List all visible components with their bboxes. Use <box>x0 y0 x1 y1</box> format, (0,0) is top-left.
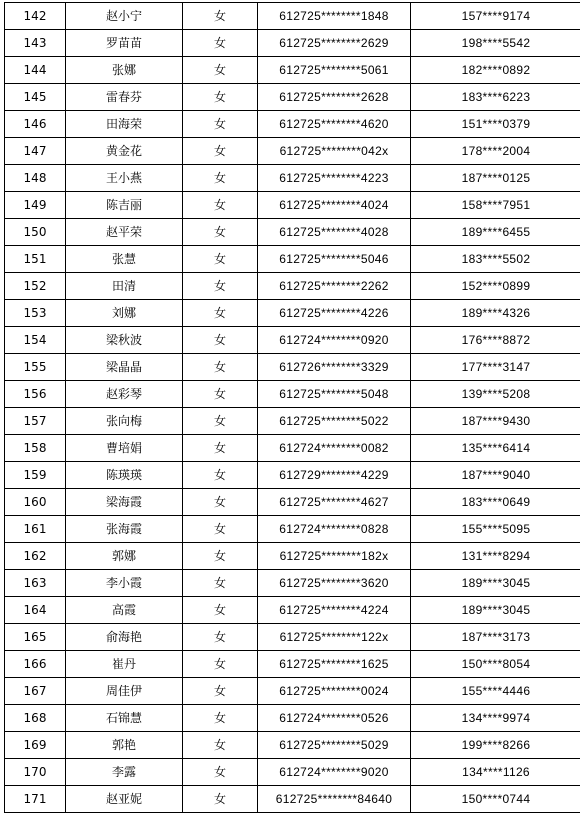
row-number-cell: 144 <box>5 57 66 84</box>
gender-cell: 女 <box>183 273 258 300</box>
table-row <box>5 30 580 57</box>
table-row <box>5 570 580 597</box>
phone-number-cell: 182****0892 <box>411 57 580 84</box>
gender-cell: 女 <box>183 435 258 462</box>
gender-cell: 女 <box>183 732 258 759</box>
gender-cell: 女 <box>183 570 258 597</box>
gender-cell: 女 <box>183 516 258 543</box>
table-row <box>5 462 580 489</box>
name-cell: 郭娜 <box>66 543 183 570</box>
name-cell: 雷春芬 <box>66 84 183 111</box>
row-number-cell: 161 <box>5 516 66 543</box>
row-number-cell: 159 <box>5 462 66 489</box>
gender-cell: 女 <box>183 3 258 30</box>
table-row <box>5 543 580 570</box>
table-row <box>5 192 580 219</box>
name-cell: 高霞 <box>66 597 183 624</box>
phone-number-cell: 150****0744 <box>411 786 580 813</box>
table-row <box>5 759 580 786</box>
phone-number-cell: 150****8054 <box>411 651 580 678</box>
phone-number-cell: 134****9974 <box>411 705 580 732</box>
id-number-cell: 612725********4224 <box>258 597 411 624</box>
table-row <box>5 327 580 354</box>
gender-cell: 女 <box>183 759 258 786</box>
name-cell: 李露 <box>66 759 183 786</box>
table-row <box>5 381 580 408</box>
id-number-cell: 612725********4028 <box>258 219 411 246</box>
id-number-cell: 612725********0024 <box>258 678 411 705</box>
row-number-cell: 163 <box>5 570 66 597</box>
table-row <box>5 165 580 192</box>
phone-number-cell: 176****8872 <box>411 327 580 354</box>
name-cell: 梁海霞 <box>66 489 183 516</box>
row-number-cell: 167 <box>5 678 66 705</box>
gender-cell: 女 <box>183 300 258 327</box>
id-number-cell: 612725********84640 <box>258 786 411 813</box>
row-number-cell: 148 <box>5 165 66 192</box>
phone-number-cell: 135****6414 <box>411 435 580 462</box>
row-number-cell: 169 <box>5 732 66 759</box>
table-row <box>5 435 580 462</box>
gender-cell: 女 <box>183 651 258 678</box>
name-cell: 陈瑛瑛 <box>66 462 183 489</box>
gender-cell: 女 <box>183 165 258 192</box>
name-cell: 石锦慧 <box>66 705 183 732</box>
row-number-cell: 152 <box>5 273 66 300</box>
gender-cell: 女 <box>183 489 258 516</box>
phone-number-cell: 183****0649 <box>411 489 580 516</box>
name-cell: 周佳伊 <box>66 678 183 705</box>
gender-cell: 女 <box>183 354 258 381</box>
id-number-cell: 612725********5048 <box>258 381 411 408</box>
table-row <box>5 273 580 300</box>
table-row <box>5 219 580 246</box>
row-number-cell: 149 <box>5 192 66 219</box>
table-row <box>5 57 580 84</box>
id-number-cell: 612725********5022 <box>258 408 411 435</box>
row-number-cell: 150 <box>5 219 66 246</box>
id-number-cell: 612725********2629 <box>258 30 411 57</box>
phone-number-cell: 155****4446 <box>411 678 580 705</box>
name-cell: 刘娜 <box>66 300 183 327</box>
row-number-cell: 155 <box>5 354 66 381</box>
id-number-cell: 612725********122x <box>258 624 411 651</box>
gender-cell: 女 <box>183 84 258 111</box>
table-row <box>5 84 580 111</box>
gender-cell: 女 <box>183 381 258 408</box>
id-number-cell: 612725********5061 <box>258 57 411 84</box>
phone-number-cell: 187****9040 <box>411 462 580 489</box>
row-number-cell: 146 <box>5 111 66 138</box>
name-cell: 赵彩琴 <box>66 381 183 408</box>
row-number-cell: 154 <box>5 327 66 354</box>
id-number-cell: 612726********3329 <box>258 354 411 381</box>
phone-number-cell: 177****3147 <box>411 354 580 381</box>
gender-cell: 女 <box>183 327 258 354</box>
id-number-cell: 612724********9020 <box>258 759 411 786</box>
table-row <box>5 138 580 165</box>
id-number-cell: 612725********4024 <box>258 192 411 219</box>
table-row <box>5 732 580 759</box>
table-row <box>5 705 580 732</box>
id-number-cell: 612725********4620 <box>258 111 411 138</box>
name-cell: 曹培娟 <box>66 435 183 462</box>
row-number-cell: 162 <box>5 543 66 570</box>
phone-number-cell: 178****2004 <box>411 138 580 165</box>
row-number-cell: 165 <box>5 624 66 651</box>
name-cell: 田清 <box>66 273 183 300</box>
gender-cell: 女 <box>183 192 258 219</box>
table-row <box>5 786 580 813</box>
phone-number-cell: 151****0379 <box>411 111 580 138</box>
name-cell: 崔丹 <box>66 651 183 678</box>
id-number-cell: 612725********4223 <box>258 165 411 192</box>
phone-number-cell: 198****5542 <box>411 30 580 57</box>
row-number-cell: 157 <box>5 408 66 435</box>
name-cell: 张向梅 <box>66 408 183 435</box>
id-number-cell: 612725********5046 <box>258 246 411 273</box>
id-number-cell: 612724********0082 <box>258 435 411 462</box>
phone-number-cell: 189****3045 <box>411 597 580 624</box>
table-row <box>5 651 580 678</box>
table-row <box>5 516 580 543</box>
name-cell: 李小霞 <box>66 570 183 597</box>
gender-cell: 女 <box>183 786 258 813</box>
row-number-cell: 160 <box>5 489 66 516</box>
id-number-cell: 612725********2262 <box>258 273 411 300</box>
row-number-cell: 164 <box>5 597 66 624</box>
phone-number-cell: 183****6223 <box>411 84 580 111</box>
name-cell: 张海霞 <box>66 516 183 543</box>
gender-cell: 女 <box>183 624 258 651</box>
row-number-cell: 168 <box>5 705 66 732</box>
name-cell: 郭艳 <box>66 732 183 759</box>
name-cell: 王小燕 <box>66 165 183 192</box>
id-number-cell: 612724********0828 <box>258 516 411 543</box>
name-cell: 罗苗苗 <box>66 30 183 57</box>
phone-number-cell: 187****3173 <box>411 624 580 651</box>
id-number-cell: 612725********4627 <box>258 489 411 516</box>
table-row <box>5 408 580 435</box>
id-number-cell: 612725********4226 <box>258 300 411 327</box>
row-number-cell: 166 <box>5 651 66 678</box>
name-cell: 梁秋波 <box>66 327 183 354</box>
roster-table-body <box>5 3 580 813</box>
table-row <box>5 678 580 705</box>
name-cell: 田海荣 <box>66 111 183 138</box>
name-cell: 赵小宁 <box>66 3 183 30</box>
row-number-cell: 145 <box>5 84 66 111</box>
gender-cell: 女 <box>183 408 258 435</box>
table-row <box>5 300 580 327</box>
row-number-cell: 147 <box>5 138 66 165</box>
id-number-cell: 612725********3620 <box>258 570 411 597</box>
phone-number-cell: 183****5502 <box>411 246 580 273</box>
row-number-cell: 153 <box>5 300 66 327</box>
row-number-cell: 142 <box>5 3 66 30</box>
phone-number-cell: 189****4326 <box>411 300 580 327</box>
name-cell: 张慧 <box>66 246 183 273</box>
phone-number-cell: 131****8294 <box>411 543 580 570</box>
phone-number-cell: 134****1126 <box>411 759 580 786</box>
name-cell: 赵平荣 <box>66 219 183 246</box>
gender-cell: 女 <box>183 246 258 273</box>
gender-cell: 女 <box>183 678 258 705</box>
id-number-cell: 612724********0920 <box>258 327 411 354</box>
gender-cell: 女 <box>183 462 258 489</box>
name-cell: 俞海艳 <box>66 624 183 651</box>
gender-cell: 女 <box>183 705 258 732</box>
id-number-cell: 612725********042x <box>258 138 411 165</box>
row-number-cell: 156 <box>5 381 66 408</box>
row-number-cell: 171 <box>5 786 66 813</box>
table-row <box>5 624 580 651</box>
phone-number-cell: 155****5095 <box>411 516 580 543</box>
table-row <box>5 111 580 138</box>
id-number-cell: 612725********1848 <box>258 3 411 30</box>
name-cell: 梁晶晶 <box>66 354 183 381</box>
table-row <box>5 354 580 381</box>
gender-cell: 女 <box>183 138 258 165</box>
phone-number-cell: 139****5208 <box>411 381 580 408</box>
gender-cell: 女 <box>183 111 258 138</box>
phone-number-cell: 187****9430 <box>411 408 580 435</box>
id-number-cell: 612729********4229 <box>258 462 411 489</box>
table-row <box>5 489 580 516</box>
table-row <box>5 246 580 273</box>
gender-cell: 女 <box>183 30 258 57</box>
table-row <box>5 3 580 30</box>
phone-number-cell: 158****7951 <box>411 192 580 219</box>
phone-number-cell: 157****9174 <box>411 3 580 30</box>
gender-cell: 女 <box>183 219 258 246</box>
row-number-cell: 151 <box>5 246 66 273</box>
name-cell: 黄金花 <box>66 138 183 165</box>
gender-cell: 女 <box>183 57 258 84</box>
phone-number-cell: 187****0125 <box>411 165 580 192</box>
name-cell: 赵亚妮 <box>66 786 183 813</box>
id-number-cell: 612725********1625 <box>258 651 411 678</box>
id-number-cell: 612725********5029 <box>258 732 411 759</box>
row-number-cell: 143 <box>5 30 66 57</box>
id-number-cell: 612724********0526 <box>258 705 411 732</box>
phone-number-cell: 189****3045 <box>411 570 580 597</box>
gender-cell: 女 <box>183 597 258 624</box>
phone-number-cell: 152****0899 <box>411 273 580 300</box>
id-number-cell: 612725********182x <box>258 543 411 570</box>
table-row <box>5 597 580 624</box>
row-number-cell: 170 <box>5 759 66 786</box>
roster-table <box>4 2 580 813</box>
phone-number-cell: 199****8266 <box>411 732 580 759</box>
id-number-cell: 612725********2628 <box>258 84 411 111</box>
phone-number-cell: 189****6455 <box>411 219 580 246</box>
name-cell: 张娜 <box>66 57 183 84</box>
row-number-cell: 158 <box>5 435 66 462</box>
name-cell: 陈吉丽 <box>66 192 183 219</box>
gender-cell: 女 <box>183 543 258 570</box>
